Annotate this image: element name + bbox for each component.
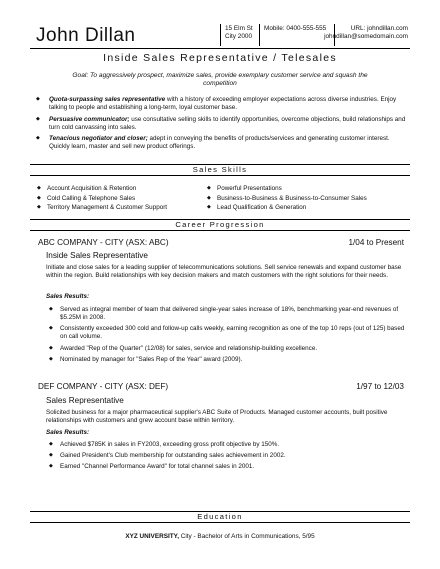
email-address[interactable]: johndillan@somedomain.com <box>324 33 408 40</box>
results-label: Sales Results: <box>46 293 90 300</box>
company-name: DEF COMPANY - CITY (ASX: DEF) <box>38 382 169 391</box>
highlight-strong: Persuasive communicator; <box>49 115 130 123</box>
section-heading-career: Career Progression <box>30 219 410 231</box>
job-title: Inside Sales Representative / Telesales <box>103 52 337 64</box>
goal-statement: Goal: To aggressively prospect, maximize sales, provide exemplary customer service and squash the competition <box>72 72 368 88</box>
address <box>225 25 253 41</box>
results-list <box>47 306 407 367</box>
highlight-strong: Tenacious negotiator and closer; <box>49 135 148 143</box>
resume-header <box>30 22 410 48</box>
result-item: ◆ Served as integral member of team that delivered single-year sales increase of 18%, benchmarking year-end revenues of $5.25M in 2008. <box>47 306 407 322</box>
job-description: Solicited business for a major pharmaceutical supplier's ABC Suite of Products. Managed customer accounts, built positive relationships with customers and grew account base within territory. <box>46 409 388 425</box>
job-role: Sales Representative <box>46 396 124 405</box>
result-item: ◆ Earned "Channel Performance Award" for total channel sales in 2001. <box>47 463 407 471</box>
results-list <box>47 441 407 475</box>
header-rule <box>30 48 410 49</box>
skills-column-2 <box>206 184 367 213</box>
header-divider <box>259 24 260 46</box>
job-dates: 1/97 to 12/03 <box>356 382 404 391</box>
result-item: ◆ Achieved $785K in sales in FY2003, exceeding gross profit objective by 150%. <box>47 441 407 449</box>
school-name: XYZ UNIVERSITY, <box>125 533 179 540</box>
section-heading-education: Education <box>30 511 410 523</box>
result-item: ◆ Gained President's Club membership for outstanding sales achievement in 2002. <box>47 452 407 460</box>
skills-column-1 <box>36 184 167 213</box>
job-description: Initiate and close sales for a leading supplier of telecommunications solutions. Sell service renewals and expand customer base within the region. Build relationships with key decision makers and match customers with the right solutions for their needs. <box>46 264 402 280</box>
skill-item: ◆ Account Acquisition & Retention <box>36 184 167 194</box>
skill-item: ◆ Powerful Presentations <box>206 184 367 194</box>
company-name: ABC COMPANY - CITY (ASX: ABC) <box>38 238 169 247</box>
website-url[interactable]: URL: johndillan.com <box>350 25 408 32</box>
result-item: ◆ Nominated by manager for "Sales Rep of the Year" award (2009). <box>47 356 407 364</box>
highlight-strong: Quota-surpassing sales representative <box>49 96 166 103</box>
highlight-item <box>35 96 407 112</box>
address-line-2: City 2000 <box>225 33 252 40</box>
highlight-text: adept in conveying the benefits of products/services and generating customer interest. Quickly learn, master and sell new product offerings. <box>49 135 390 151</box>
candidate-name: John Dillan <box>36 25 136 46</box>
job-role: Inside Sales Representative <box>46 251 148 260</box>
skill-item: ◆ Business-to-Business & Business-to-Consumer Sales <box>206 194 367 204</box>
education-entry <box>30 533 410 541</box>
result-item: ◆ Consistently exceeded 300 cold and follow-up calls weekly, earning recognition as one of the top 10 reps (out of 125) based on call volume. <box>47 325 407 341</box>
job-company <box>38 382 404 393</box>
address-line-1: 15 Elm St <box>225 25 253 32</box>
phone-number: Mobile: 0400-555-555 <box>264 25 327 32</box>
web-contact <box>324 25 408 41</box>
highlight-item <box>35 135 407 151</box>
highlight-text: use consultative selling skills to identify opportunities, overcome objections, build relationships and turn cold canvassing into sales. <box>49 115 406 131</box>
job-dates: 1/04 to Present <box>348 238 404 247</box>
highlight-text: with a history of exceeding employer expectations across diverse industries. Enjoy talking to people and establishing a long-term, loyal customer base. <box>49 96 397 111</box>
highlights-list <box>35 96 407 155</box>
job-company <box>38 238 404 249</box>
skill-item: ◆ Territory Management & Customer Support <box>36 203 167 213</box>
degree-detail: City - Bachelor of Arts in Communications, 5/95 <box>178 533 315 540</box>
skill-item: ◆ Cold Calling & Telephone Sales <box>36 194 167 204</box>
result-item: ◆ Awarded "Rep of the Quarter" (12/08) for sales, service and relationship-building excellence. <box>47 345 407 353</box>
results-label: Sales Results: <box>46 429 90 436</box>
highlight-item <box>35 116 407 132</box>
skill-item: ◆ Lead Qualification & Generation <box>206 203 367 213</box>
header-divider <box>220 24 221 46</box>
section-heading-skills: Sales Skills <box>30 164 410 176</box>
